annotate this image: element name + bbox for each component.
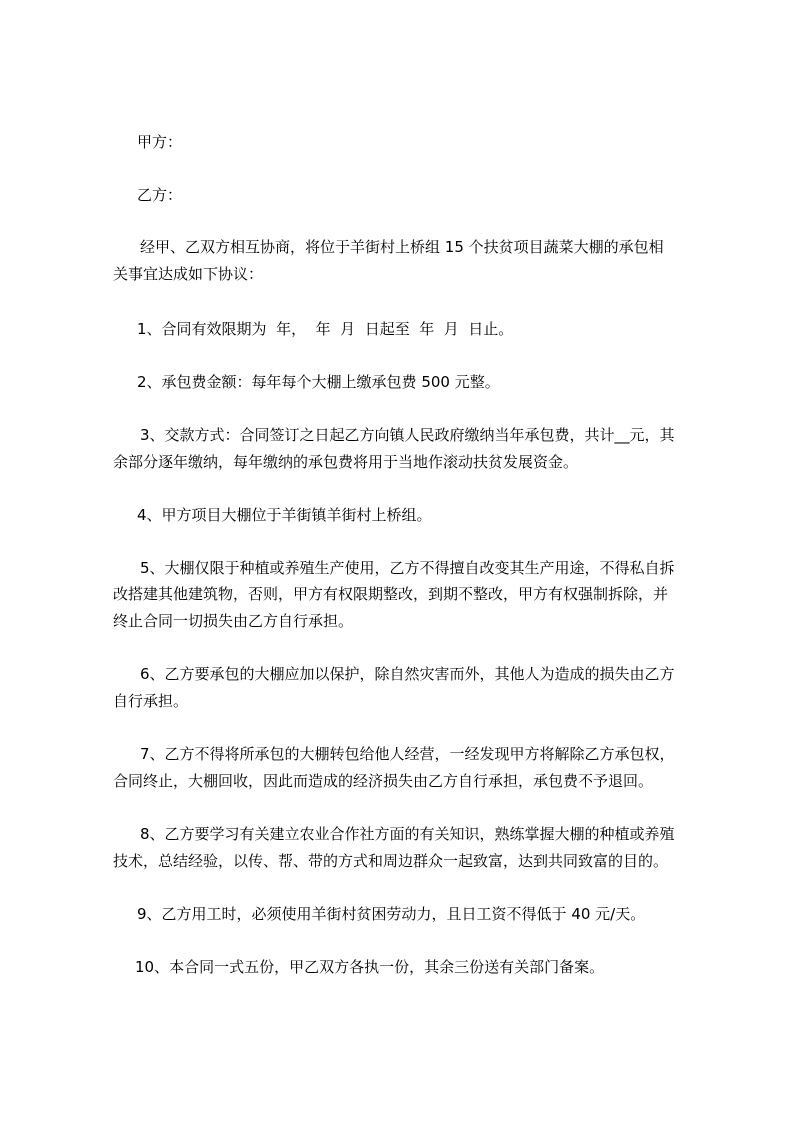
clause-8-line-2: 技术，总结经验，以传、帮、带的方式和周边群众一起致富，达到共同致富的目的。: [113, 852, 669, 870]
intro-line-1: 经甲、乙双方相互协商，将位于羊街村上桥组 15 个扶贫项目蔬菜大棚的承包相: [140, 238, 664, 256]
clause-3-line-2: 余部分逐年缴纳，每年缴纳的承包费将用于当地作滚动扶贫发展资金。: [113, 453, 579, 471]
clause-2-line-1: 2、承包费金额：每年每个大棚上缴承包费 500 元整。: [137, 373, 500, 391]
clause-3-line-1: 3、交款方式：合同签订之日起乙方向镇人民政府缴纳当年承包费，共计__元，其: [140, 426, 675, 444]
intro-line-2: 关事宜达成如下协议：: [113, 265, 264, 283]
party-b-label: 乙方：: [137, 186, 183, 204]
clause-6-line-1: 6、乙方要承包的大棚应加以保护，除自然灾害而外，其他人为造成的损失由乙方: [140, 665, 675, 683]
clause-8-line-1: 8、乙方要学习有关建立农业合作社方面的有关知识，熟练掌握大棚的种植或养殖: [140, 825, 675, 843]
clause-9-line-1: 9、乙方用工时，必须使用羊街村贫困劳动力，且日工资不得低于 40 元/天。: [137, 905, 646, 923]
clause-5-line-2: 改搭建其他建筑物，否则，甲方有权限期整改，到期不整改，甲方有权强制拆除，并: [113, 585, 669, 603]
clause-7-line-2: 合同终止，大棚回收，因此而造成的经济损失由乙方自行承担，承包费不予退回。: [113, 772, 654, 790]
clause-5-line-3: 终止合同一切损失由乙方自行承担。: [113, 612, 354, 630]
party-a-label: 甲方：: [137, 133, 183, 151]
clause-1-line-1: 1、合同有效限期为 年， 年 月 日起至 年 月 日止。: [137, 320, 514, 338]
clause-6-line-2: 自行承担。: [113, 692, 189, 710]
clause-5-line-1: 5、大棚仅限于种植或养殖生产使用，乙方不得擅自改变其生产用途，不得私自拆: [140, 559, 675, 577]
clause-4-line-1: 4、甲方项目大棚位于羊街镇羊街村上桥组。: [137, 506, 432, 524]
clause-7-line-1: 7、乙方不得将所承包的大棚转包给他人经营，一经发现甲方将解除乙方承包权，: [140, 745, 675, 763]
clause-10-line-1: 10、本合同一式五份，甲乙双方各执一份，其余三份送有关部门备案。: [135, 958, 605, 976]
